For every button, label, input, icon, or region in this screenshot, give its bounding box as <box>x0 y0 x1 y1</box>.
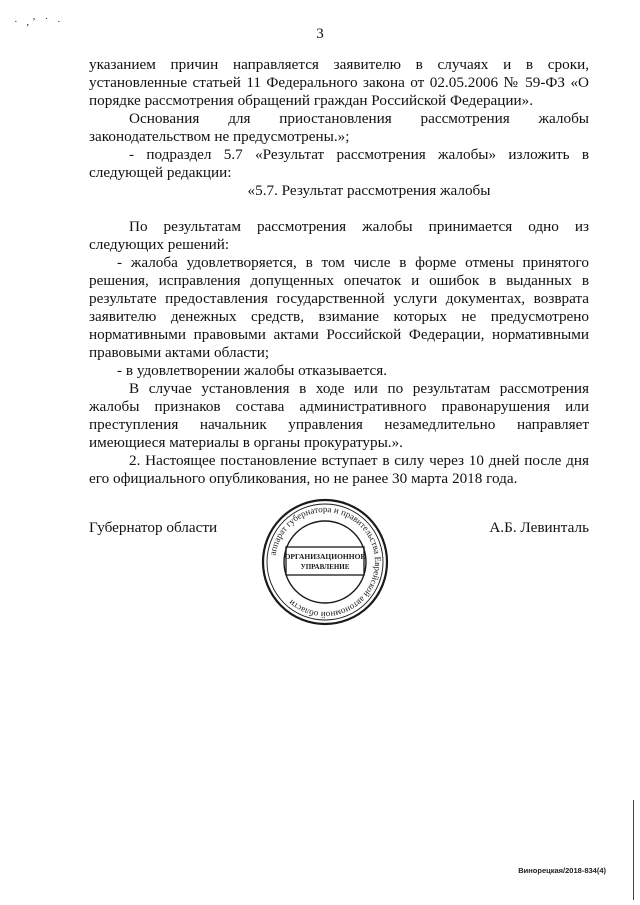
text-line: законодательством не предусмотрены.»; <box>89 128 350 145</box>
document-code: Винорецкая/2018-834(4) <box>518 866 606 875</box>
page-number: 3 <box>316 26 324 42</box>
text-line: следующей редакции: <box>89 164 232 181</box>
scan-edge-line <box>633 800 634 900</box>
seal-ring-text: аппарат губернатора и правительства Еврейской автономной области <box>267 503 384 621</box>
scan-specks: · ,ʼ ˙ · <box>14 16 64 28</box>
seal-inner-ring-2 <box>284 521 366 603</box>
text-line: следующих решений: <box>89 236 230 253</box>
text-line: порядке рассмотрения обращений граждан Российской Федерации». <box>89 92 534 109</box>
text-line: имеющиеся материалы в органы прокуратуры.». <box>89 434 403 451</box>
seal-center-line-2: УПРАВЛЕНИЕ <box>300 563 350 571</box>
text-line: указанием причин направляется заявителю в случаях и в сроки, <box>89 56 589 73</box>
signatory-name: А.Б. Левинталь <box>489 519 589 536</box>
text-line: - в удовлетворении жалобы отказывается. <box>117 362 388 379</box>
text-line: решения, исправления допущенных опечаток и ошибок в выданных в <box>89 272 589 289</box>
text-line: его официального опубликования, но не ранее 30 марта 2018 года. <box>89 470 518 487</box>
text-line: По результатам рассмотрения жалобы принимается одно из <box>129 218 589 235</box>
text-line: жалобы признаков состава административного правонарушения или <box>89 398 589 415</box>
text-line: установленные статьей 11 Федерального закона от 02.05.2006 № 59-ФЗ «О <box>89 74 589 91</box>
signatory-position: Губернатор области <box>89 519 218 536</box>
seal-outer-ring <box>263 500 387 624</box>
text-line: результате предоставления государственной услуги документах, возврата <box>89 290 589 307</box>
text-line: преступления начальник управления незамедлительно направляет <box>89 416 589 433</box>
text-line: заявителю денежных средств, взимание которых не предусмотрено <box>89 308 589 325</box>
section-heading: «5.7. Результат рассмотрения жалобы <box>247 182 491 199</box>
text-line: В случае установления в ходе или по результатам рассмотрения <box>129 380 589 397</box>
text-line: правовыми актами области; <box>89 344 270 361</box>
official-seal <box>260 497 390 627</box>
text-line: 2. Настоящее постановление вступает в силу через 10 дней после дня <box>129 452 589 469</box>
seal-center-line-1: ОРГАНИЗАЦИОННОЕ <box>284 552 366 561</box>
text-line: - жалоба удовлетворяется, в том числе в форме отмены принятого <box>117 254 589 271</box>
document-body <box>89 56 589 488</box>
text-line: Основания для приостановления рассмотрения жалобы <box>129 110 589 127</box>
text-line: нормативными правовыми актами Российской Федерации, нормативными <box>89 326 589 343</box>
text-line: - подраздел 5.7 «Результат рассмотрения жалобы» изложить в <box>129 146 589 163</box>
